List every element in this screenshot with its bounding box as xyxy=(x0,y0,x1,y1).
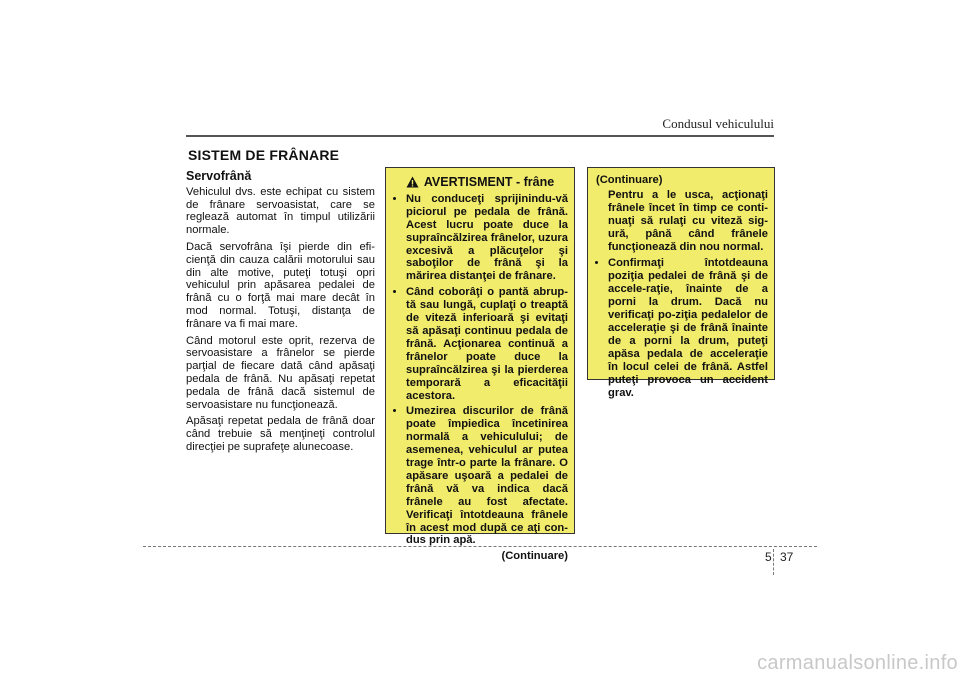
paragraph: Vehiculul dvs. este echipat cu sistem de frânare servoasistat, care se reglează automat în timpul utilizării normale. xyxy=(186,185,375,237)
warning-triangle-icon xyxy=(406,176,419,188)
page-number: 37 xyxy=(780,550,794,564)
subsection-heading: Servofrână xyxy=(186,169,252,183)
continued-header: (Continuare) xyxy=(596,174,663,186)
list-item: • Când coborâţi o pantă abrup-tă sau lungă, cuplaţi o treaptă de viteză inferioară şi evitaţi să apăsaţi continuu pedala de frână. Acţionarea continuă a frânelor poate duce la supraîncălzirea şi la pierderea temporară a eficacităţii acestora. xyxy=(406,286,568,402)
warning-list xyxy=(594,257,768,399)
list-item: • Confirmaţi întotdeauna poziţia pedalei de frână şi de accele-raţie, înainte de a porni la drum. Dacă nu verificaţi po-ziţia pedalelor de acceleraţie şi de frână înainte de a porni la drum, puteţi apăsa pedala de acceleraţie în locul celei de frână. Astfel puteţi provoca un accident grav. xyxy=(608,257,768,399)
warning-list xyxy=(392,193,568,547)
list-item: • Umezirea discurilor de frână poate împiedica încetinirea normală a vehiculului; de asemenea, vehiculul ar putea trage într-o parte la frânare. O apăsare uşoară a pedalei de frână vă va indica dacă frânele au fost afectate. Verificaţi întotdeauna frânele în acest mod după ce aţi con-dus prin apă. xyxy=(406,405,568,547)
page-number-separator xyxy=(773,549,774,575)
warning-title: AVERTISMENT - frâne xyxy=(423,175,555,189)
list-item: • Nu conduceţi sprijinindu-vă piciorul pe pedala de frână. Acest lucru poate duce la supraîncălzirea frânelor, uzura excesivă a plăcuţelor şi saboţilor de frână şi la mărirea distanţei de frânare. xyxy=(406,193,568,283)
paragraph: Când motorul este oprit, rezerva de servoasistare a frânelor se pierde parţial de fiecare dată când apăsaţi pedala de frână. Nu apăsaţi repetat pedala de frână dacă sistemul de servoasistare nu funcţionează. xyxy=(186,334,375,411)
warning-box-continued xyxy=(587,167,775,399)
paragraph: Dacă servofrâna îşi pierde din efi-cienţă din cauza calării motorului sau din alte motive, puteţi totuşi opri vehiculul prin apăsarea pedalei de frână cu o forţă mai mare decât în mod normal. Totuşi, distanţa de frânare va fi mai mare. xyxy=(186,240,375,330)
section-title: SISTEM DE FRÂNARE xyxy=(188,147,340,163)
header-divider xyxy=(186,135,774,137)
continued-label: (Continuare) xyxy=(501,550,568,563)
footer-divider xyxy=(143,546,817,547)
warning-heading xyxy=(392,176,568,189)
watermark: carmanualsonline.info xyxy=(757,652,958,674)
warning-box-brakes xyxy=(385,167,575,563)
paragraph: Apăsaţi repetat pedala de frână doar când trebuie să menţineţi controlul direcţiei pe suprafeţe alunecoase. xyxy=(186,415,375,453)
running-header: Condusul vehiculului xyxy=(662,116,774,131)
continued-text: Pentru a le usca, acţionaţi frânele încet în timp ce conti-nuaţi să rulaţi cu viteză sig-ură, până când frânele funcţionează din nou normal. xyxy=(608,188,768,253)
chapter-number: 5 xyxy=(765,550,772,564)
text-column xyxy=(186,170,375,458)
